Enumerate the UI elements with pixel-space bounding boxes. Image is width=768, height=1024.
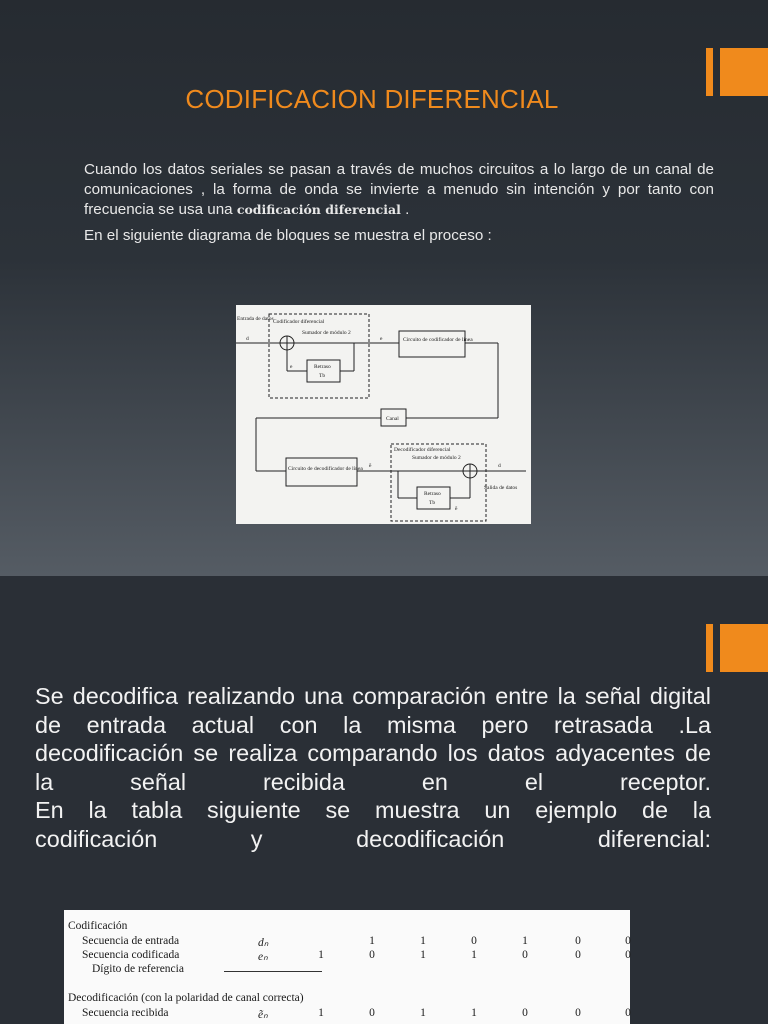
row-coded-symbol: eₙ	[258, 951, 268, 963]
reference-leader-line	[224, 971, 322, 972]
accent-bar-2	[706, 624, 713, 672]
diagram-decoder-delay-label: Retraso	[424, 491, 441, 497]
table-row-received	[64, 1007, 630, 1021]
diagram-decoder-adder-label: Sumador de módulo 2	[412, 455, 461, 461]
table-cell: 1	[471, 1007, 477, 1019]
diagram-received-symbol: ẽ	[369, 463, 372, 469]
table-cell: 0	[625, 949, 631, 961]
decoding-line-2: de entrada actual con la misma pero retrasada .La	[35, 711, 711, 738]
table-cell: 0	[575, 949, 581, 961]
table-cell: 1	[318, 1007, 324, 1019]
table-cell: 1	[522, 935, 528, 947]
line-encoder-box	[399, 331, 465, 357]
table-cell: 1	[369, 935, 375, 947]
diagram-input-symbol: d	[246, 336, 249, 342]
table-cell: 1	[420, 935, 426, 947]
table-section-encoding: Codificación	[68, 920, 128, 932]
diagram-input-label: Entrada de datos	[237, 316, 274, 322]
diagram-delay-symbol: Tb	[319, 373, 326, 379]
table-cell: 0	[575, 935, 581, 947]
diagram-encoded-symbol: e	[380, 336, 383, 342]
row-coded-label: Secuencia codificada	[82, 949, 180, 961]
table-row-reference	[64, 963, 630, 977]
decoding-line-6: codificación y decodificación diferencial:	[35, 825, 711, 852]
table-cell: 1	[318, 949, 324, 961]
row-ref-label: Dígito de referencia	[92, 963, 184, 975]
diagram-line-encoder-label: Circuito de codificador de línea	[403, 337, 473, 343]
table-cell: 0	[522, 1007, 528, 1019]
decoding-line-3: decodificación se realiza comparando los datos adyacentes de	[35, 740, 711, 766]
diagram-output-label: Salida de datos	[484, 485, 518, 491]
intro-emphasis: codificación diferencial	[236, 202, 401, 217]
diagram-decoder-feedback-symbol: ẽ	[455, 506, 458, 512]
diagram-decoder-label: Decodificador diferencial	[394, 447, 451, 453]
intro-paragraph	[84, 160, 714, 220]
table-cell: 0	[575, 1007, 581, 1019]
row-input-symbol: dₙ	[258, 937, 269, 949]
decoding-line-1: Se decodifica realizando una comparación entre la señal digital	[35, 683, 711, 709]
decoding-line-4: la señal recibida en el receptor.	[35, 768, 711, 795]
decoding-line-5: En la tabla siguiente se muestra un ejemplo de la	[35, 797, 711, 823]
table-cell: 0	[369, 1007, 375, 1019]
accent-block-2	[720, 624, 768, 672]
table-cell: 1	[420, 1007, 426, 1019]
accent-mark-2	[706, 624, 768, 672]
table-cell: 0	[522, 949, 528, 961]
diagram-delay-label: Retraso	[314, 364, 331, 370]
row-recv-label: Secuencia recibida	[82, 1007, 169, 1019]
encoding-table	[64, 910, 630, 1024]
table-row-input	[64, 935, 630, 949]
diagram-encoder-label: Codificador diferencial	[273, 319, 325, 325]
block-diagram-svg	[236, 305, 531, 524]
diagram-output-symbol: d	[498, 463, 501, 469]
intro-text: Cuando los datos seriales se pasan a través de muchos circuitos a lo largo de un canal de comunicaciones , la forma de onda se invierte a menudo sin intención y por tanto con frecuencia se usa una	[84, 161, 714, 218]
table-section-decoding: Decodificación (con la polaridad de canal correcta)	[68, 992, 304, 1004]
intro-end: .	[400, 201, 410, 218]
row-input-label: Secuencia de entrada	[82, 935, 180, 947]
line-decoder-box	[286, 458, 357, 486]
diagram-feedback-symbol: e	[290, 364, 293, 370]
block-diagram	[236, 305, 531, 524]
table-row-coded	[64, 949, 630, 963]
slide-2	[0, 576, 768, 1024]
table-cell: 1	[471, 949, 477, 961]
row-recv-symbol: ẽₙ	[258, 1009, 268, 1021]
slide-title: CODIFICACION DIFERENCIAL	[185, 84, 559, 114]
table-cell: 1	[420, 949, 426, 961]
decoding-paragraph	[35, 682, 711, 853]
diagram-decoder-delay-symbol: Tb	[429, 500, 436, 506]
diagram-channel-label: Canal	[386, 416, 399, 422]
table-cell: 0	[471, 935, 477, 947]
table-cell: 0	[369, 949, 375, 961]
diagram-line-decoder-label: Circuito de decodificador de línea	[288, 466, 363, 472]
table-cell: 0	[625, 935, 631, 947]
table-cell: 0	[625, 1007, 631, 1019]
diagram-adder-label: Sumador de módulo 2	[302, 330, 351, 336]
diagram-intro: En el siguiente diagrama de bloques se muestra el proceso :	[84, 227, 492, 244]
